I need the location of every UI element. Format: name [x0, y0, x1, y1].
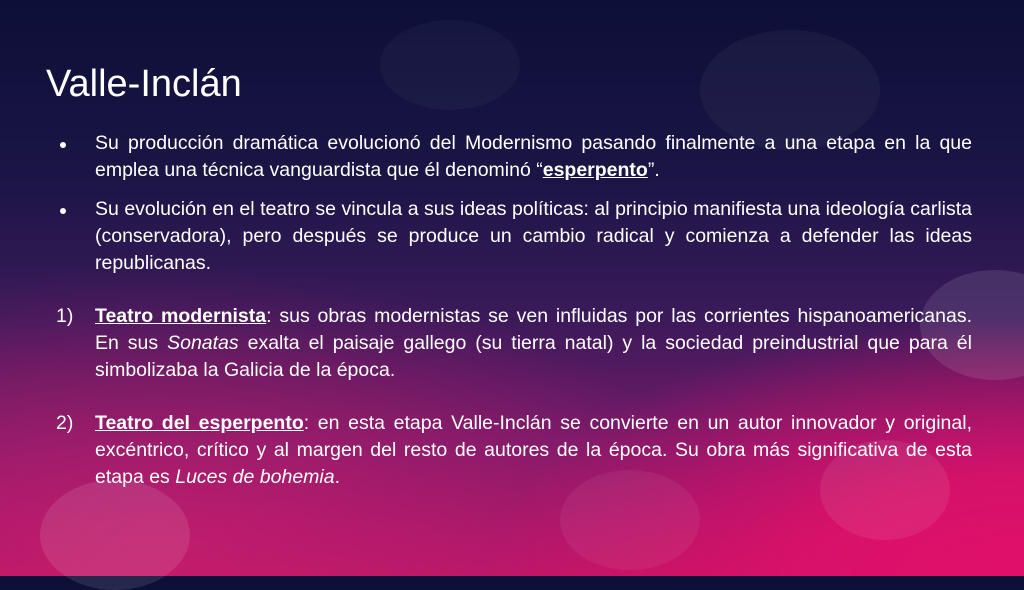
background-bokeh	[380, 20, 520, 110]
esperpento-term: esperpento	[542, 159, 648, 181]
numbered-item-teatro-modernista	[56, 303, 972, 384]
item-heading: Teatro del esperpento	[95, 412, 304, 434]
item-text-end: .	[334, 466, 341, 488]
bullet-dot-icon	[60, 208, 66, 214]
background-bokeh	[40, 480, 190, 590]
slide-title: Valle-Inclán	[46, 63, 242, 105]
slide-content	[56, 130, 972, 491]
bullet-text-end: ”.	[647, 159, 660, 181]
item-text-end: exalta el paisaje gallego (su tierra natal) y la sociedad preindustrial que para él simbolizaba la Galicia de la época.	[95, 332, 972, 381]
item-text: : sus obras modernistas se ven influidas por las corrientes hispanoamericanas. En sus	[95, 305, 972, 354]
numbered-item-teatro-esperpento	[56, 410, 972, 491]
bullet-item-evolution	[56, 196, 972, 277]
work-title: Luces de bohemia	[175, 466, 335, 488]
bullet-item-production	[56, 130, 972, 184]
item-heading: Teatro modernista	[95, 305, 267, 327]
bullet-text: Su evolución en el teatro se vincula a sus ideas políticas: al principio manifiesta una ideología carlista (conservadora), pero después se produce un cambio radical y comienza a defender las ideas republicanas.	[95, 198, 972, 274]
work-title: Sonatas	[167, 332, 239, 354]
item-number: 2)	[56, 412, 74, 434]
item-number: 1)	[56, 305, 74, 327]
bullet-dot-icon	[60, 142, 66, 148]
item-text: : en esta etapa Valle-Inclán se convierte en un autor innovador y original, excéntrico, crítico y al margen del resto de autores de la época. Su obra más significativa de esta etapa es	[95, 412, 972, 488]
bullet-text: Su producción dramática evolucionó del Modernismo pasando finalmente a una etapa en la que emplea una técnica vanguardista que él denominó “	[95, 132, 972, 181]
